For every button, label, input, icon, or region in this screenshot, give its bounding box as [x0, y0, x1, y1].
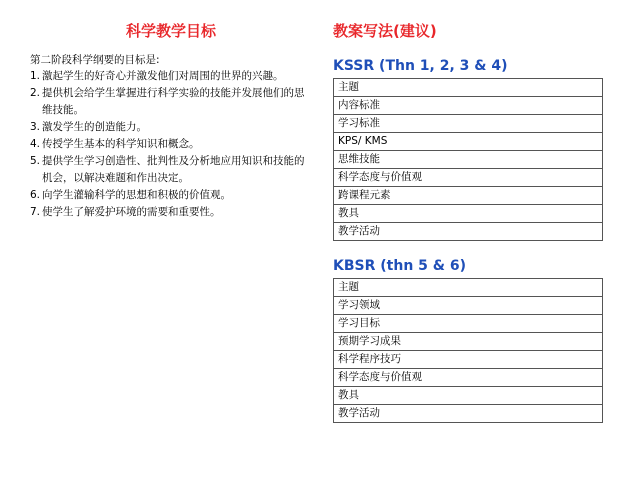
aim-item [30, 204, 312, 221]
aim-text: 向学生灌输科学的思想和积极的价值观。 [42, 189, 231, 201]
aim-item [30, 153, 312, 187]
table-cell: 学习标准 [334, 115, 603, 133]
table-cell: 教学活动 [334, 405, 603, 423]
lesson-plan-title: 教案写法(建议) [333, 22, 437, 40]
aim-item [30, 136, 312, 153]
table-row [334, 279, 603, 297]
science-aims-title: 科学教学目标 [125, 22, 216, 40]
aim-number: 5. [30, 155, 41, 167]
kssr-table [333, 78, 603, 241]
table-cell: 内容标准 [334, 97, 603, 115]
science-aims-section [30, 22, 312, 221]
kbsr-table [333, 278, 603, 423]
table-row [334, 369, 603, 387]
aim-number: 2. [30, 87, 41, 99]
aim-item [30, 119, 312, 136]
aim-text: 激发学生的创造能力。 [42, 121, 147, 133]
aim-item [30, 187, 312, 204]
aim-item [30, 68, 312, 85]
table-cell: 思维技能 [334, 151, 603, 169]
table-row [334, 115, 603, 133]
kbsr-heading: KBSR (thn 5 & 6) [333, 258, 466, 274]
table-row [334, 315, 603, 333]
aim-number: 7. [30, 206, 41, 218]
table-row [334, 387, 603, 405]
aim-text: 提供学生学习创造性、批判性及分析地应用知识和技能的机会，以解决难题和作出决定。 [42, 155, 305, 184]
table-row [334, 333, 603, 351]
aims-intro: 第二阶段科学纲要的目标是: [30, 54, 160, 66]
table-row [334, 405, 603, 423]
aim-number: 4. [30, 138, 41, 150]
aim-item [30, 85, 312, 119]
table-row [334, 151, 603, 169]
kssr-heading: KSSR (Thn 1, 2, 3 & 4) [333, 58, 508, 74]
aim-text: 提供机会给学生掌握进行科学实验的技能并发展他们的思维技能。 [42, 87, 305, 116]
table-cell: 教具 [334, 205, 603, 223]
table-cell: 科学程序技巧 [334, 351, 603, 369]
lesson-plan-section [333, 22, 603, 423]
table-row [334, 351, 603, 369]
aim-number: 3. [30, 121, 41, 133]
table-cell: 主题 [334, 279, 603, 297]
aim-number: 1. [30, 70, 41, 82]
table-row [334, 133, 603, 151]
table-cell: 学习目标 [334, 315, 603, 333]
aims-list [30, 68, 312, 221]
table-cell: 教具 [334, 387, 603, 405]
table-cell: 学习领域 [334, 297, 603, 315]
table-row [334, 169, 603, 187]
table-cell: 科学态度与价值观 [334, 169, 603, 187]
table-row [334, 297, 603, 315]
table-row [334, 205, 603, 223]
table-cell: 主题 [334, 79, 603, 97]
table-cell: 预期学习成果 [334, 333, 603, 351]
table-cell: 跨课程元素 [334, 187, 603, 205]
aim-text: 传授学生基本的科学知识和概念。 [42, 138, 200, 150]
table-cell: KPS/ KMS [334, 133, 603, 151]
table-row [334, 223, 603, 241]
table-row [334, 97, 603, 115]
aim-text: 使学生了解爱护环境的需要和重要性。 [42, 206, 221, 218]
table-cell: 科学态度与价值观 [334, 369, 603, 387]
table-row [334, 79, 603, 97]
table-cell: 教学活动 [334, 223, 603, 241]
aim-text: 激起学生的好奇心并激发他们对周围的世界的兴趣。 [42, 70, 284, 82]
table-row [334, 187, 603, 205]
aim-number: 6. [30, 189, 41, 201]
